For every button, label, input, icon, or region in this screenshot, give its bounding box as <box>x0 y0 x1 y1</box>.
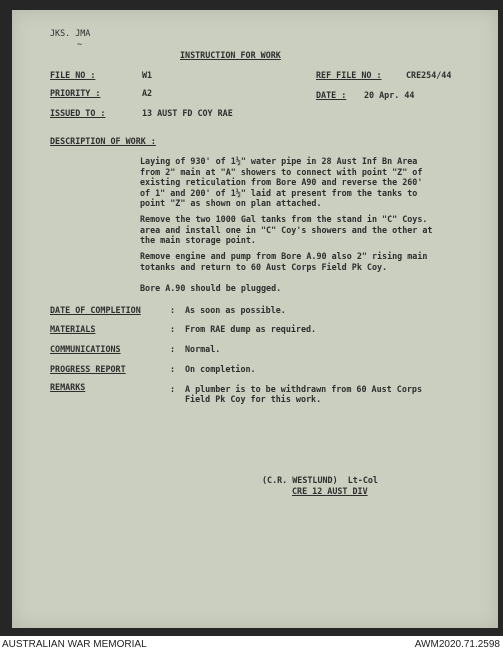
document-title: INSTRUCTION FOR WORK <box>180 50 281 60</box>
document-page <box>12 10 498 628</box>
field-label-remarks: REMARKS <box>50 382 86 392</box>
paragraph-line: the main storage point. <box>140 235 256 246</box>
signature-name: (C.R. WESTLUND) Lt-Col <box>262 475 378 485</box>
pen-mark: ~ <box>77 39 83 49</box>
field-colon: : <box>170 344 176 354</box>
field-colon: : <box>170 324 176 334</box>
field-value-progress: On completion. <box>185 364 256 374</box>
paragraph-line: Remove engine and pump from Bore A.90 also 2" rising main <box>140 251 428 261</box>
paragraph-line: Bore A.90 should be plugged. <box>140 283 282 293</box>
footer-catalog-id: AWM2020.71.2598 <box>414 639 500 650</box>
paragraph-line: Laying of 930' of 1½" water pipe in 28 Aust Inf Bn Area <box>140 156 418 166</box>
ref-file-no-value: CRE254/44 <box>406 70 452 80</box>
field-colon: : <box>170 364 176 374</box>
paragraph-line: of 1" and 200' of 1½" laid at present from the tanks to <box>140 187 418 198</box>
description-paragraph-4 <box>140 283 281 294</box>
paragraph-line: existing reticulation from Bore A90 and reverse the 260' <box>140 177 423 188</box>
field-value-communications: Normal. <box>185 344 221 354</box>
file-no-value: W1 <box>142 70 153 80</box>
ref-file-no-label: REF FILE NO : <box>316 70 382 80</box>
field-colon: : <box>170 305 176 315</box>
archive-footer <box>0 636 503 653</box>
file-no-label: FILE NO : <box>50 70 96 80</box>
date-label: DATE : <box>316 90 347 100</box>
paragraph-line: point "Z" as shown on plan attached. <box>140 198 322 209</box>
signature-title: CRE 12 AUST DIV <box>292 486 368 496</box>
description-paragraph-2 <box>140 214 432 246</box>
field-value-remarks: A plumber is to be withdrawn from 60 Aust Corps <box>185 384 422 394</box>
field-label-completion: DATE OF COMPLETION <box>50 305 141 315</box>
field-label-communications: COMMUNICATIONS <box>50 344 121 354</box>
paragraph-line: area and install one in "C" Coy's showers and the other at <box>140 224 433 235</box>
field-value-completion: As soon as possible. <box>185 305 286 315</box>
issued-to-label: ISSUED TO : <box>50 108 106 118</box>
description-paragraph-3 <box>140 251 427 272</box>
date-value: 20 Apr. 44 <box>364 90 415 100</box>
footer-institution: AUSTRALIAN WAR MEMORIAL <box>2 639 147 650</box>
issued-to-value: 13 AUST FD COY RAE <box>142 108 233 118</box>
priority-label: PRIORITY : <box>50 88 101 98</box>
description-paragraph-1 <box>140 156 422 209</box>
initials: JKS. JMA <box>50 28 91 38</box>
field-colon: : <box>170 384 176 394</box>
paragraph-line: totanks and return to 60 Aust Corps Field Pk Coy. <box>140 261 388 272</box>
paragraph-line: Remove the two 1000 Gal tanks from the stand in "C" Coys. <box>140 214 428 224</box>
description-label: DESCRIPTION OF WORK : <box>50 136 156 146</box>
paragraph-line: from 2" main at "A" showers to connect with point "Z" of <box>140 166 423 177</box>
field-label-materials: MATERIALS <box>50 324 96 334</box>
priority-value: A2 <box>142 88 153 98</box>
field-value-remarks-line2: Field Pk Coy for this work. <box>185 394 322 404</box>
field-label-progress: PROGRESS REPORT <box>50 364 126 374</box>
field-value-materials: From RAE dump as required. <box>185 324 317 334</box>
